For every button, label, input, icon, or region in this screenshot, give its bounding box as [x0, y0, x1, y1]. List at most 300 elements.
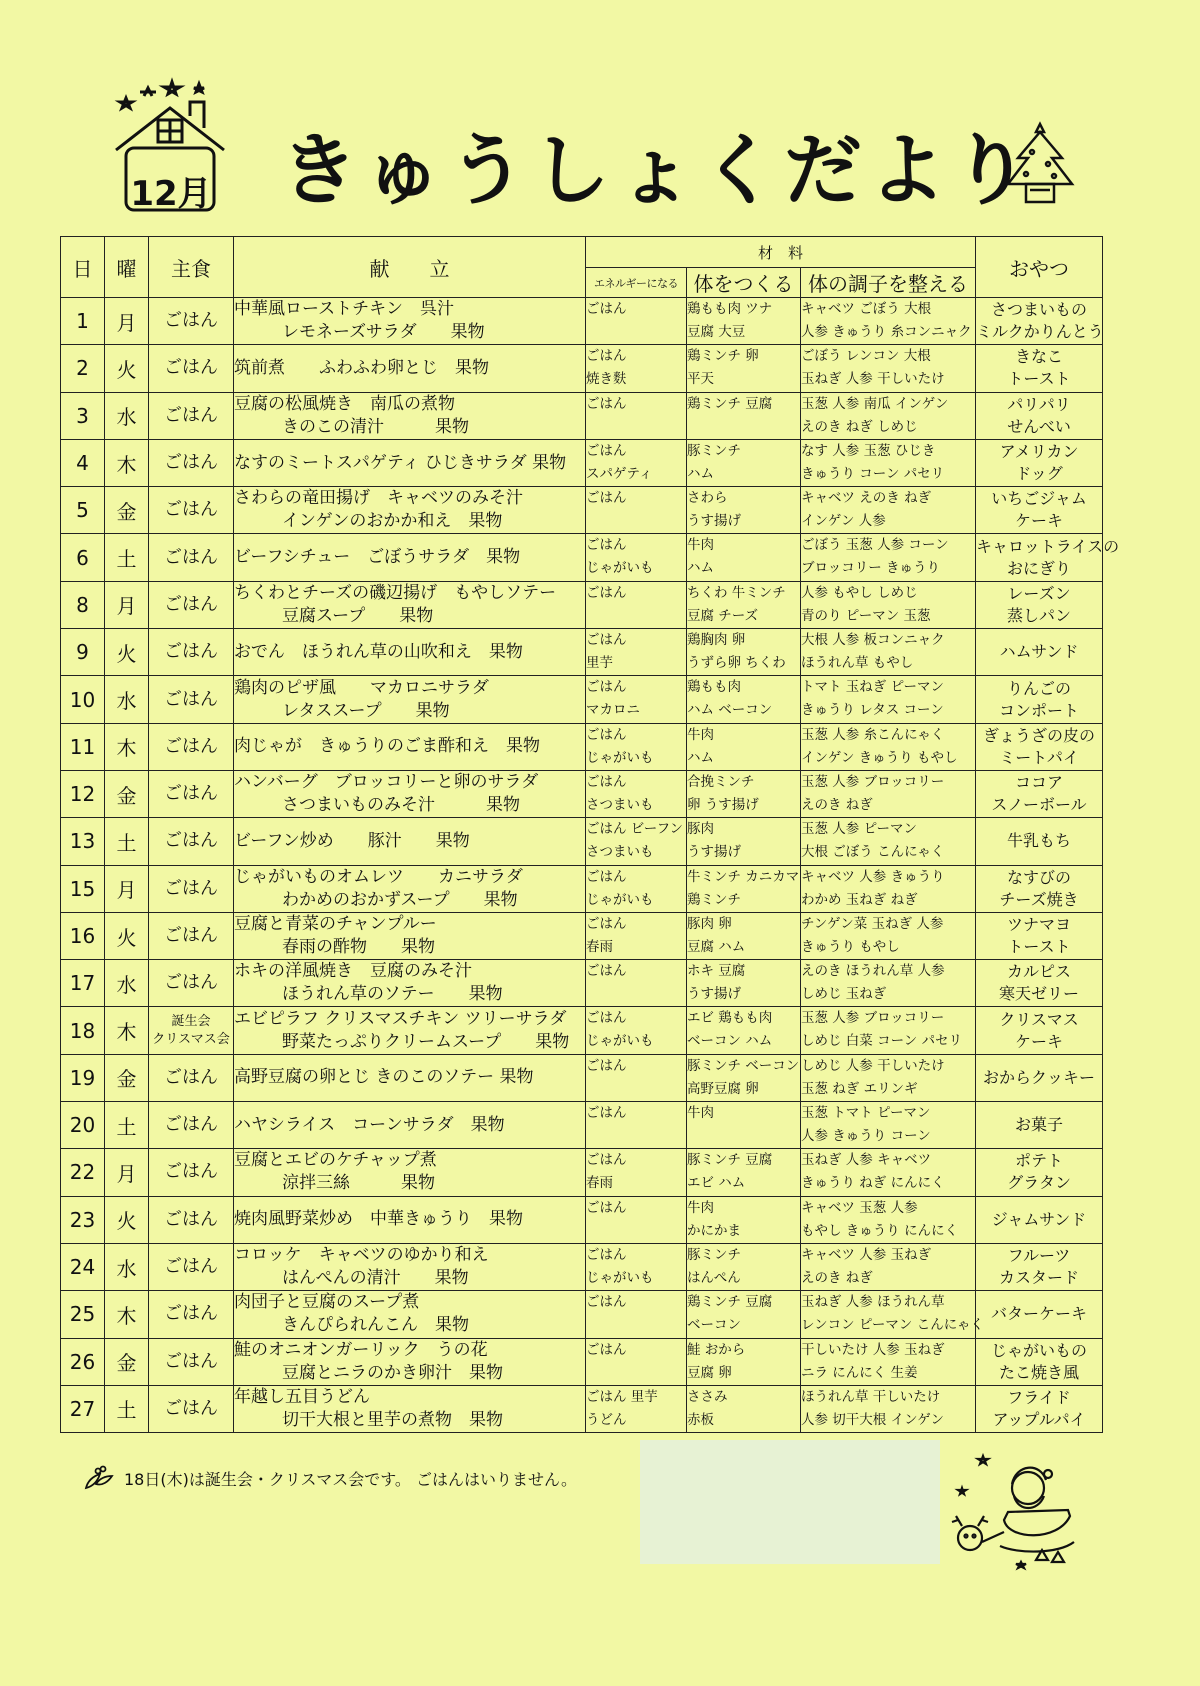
body-line: 豚ミンチ ベーコン	[687, 1057, 800, 1074]
snack-cell	[976, 487, 1103, 534]
cond-line: キャベツ 人参 きゅうり	[801, 868, 945, 885]
body-line: 鶏ミンチ 豆腐	[687, 1294, 773, 1311]
table-row	[61, 345, 1103, 392]
staple-cell	[149, 676, 234, 723]
menu-line: 年越し五目うどん	[234, 1386, 370, 1407]
footer-note	[82, 1458, 577, 1498]
staple-line: ごはん	[164, 1350, 218, 1372]
body-line: 豆腐 チーズ	[687, 607, 759, 624]
weekday-cell: 金	[105, 1338, 149, 1385]
snack-cell	[976, 770, 1103, 817]
body-line: 高野豆腐 卵	[687, 1080, 759, 1097]
snack-cell	[976, 345, 1103, 392]
table-row	[61, 581, 1103, 628]
body-cell	[687, 1054, 801, 1101]
day-cell: 4	[61, 439, 105, 486]
energy-line: 里芋	[586, 655, 613, 672]
cond-line: えのき ねぎ	[801, 1269, 873, 1286]
weekday-cell: 月	[105, 865, 149, 912]
weekday-cell: 金	[105, 770, 149, 817]
cond-line: インゲン きゅうり もやし	[801, 749, 958, 766]
energy-cell	[586, 345, 687, 392]
snack-line: キャロットライスの	[976, 536, 1120, 556]
body-line: 鶏胸肉 卵	[687, 632, 746, 649]
menu-cell	[234, 1149, 586, 1196]
day-cell: 20	[61, 1102, 105, 1149]
staple-cell	[149, 534, 234, 581]
energy-cell	[586, 534, 687, 581]
energy-line: ごはん	[586, 1199, 627, 1216]
energy-line: ごはん	[586, 1246, 627, 1263]
menu-cell	[234, 1291, 586, 1338]
condition-cell	[801, 912, 976, 959]
staple-cell	[149, 818, 234, 865]
staple-cell	[149, 345, 234, 392]
energy-cell	[586, 1054, 687, 1101]
table-row	[61, 676, 1103, 723]
menu-line: きんぴられんこん 果物	[282, 1315, 469, 1336]
cond-line: 玉ねぎ 人参 ほうれん草	[801, 1294, 945, 1311]
table-row	[61, 1054, 1103, 1101]
staple-cell	[149, 1007, 234, 1054]
snack-cell	[976, 1243, 1103, 1290]
header-ingredients: 材 料	[586, 237, 976, 268]
body-cell	[687, 487, 801, 534]
table-row	[61, 1385, 1103, 1432]
header-condition: 体の調子を整える	[801, 268, 976, 298]
cond-line: ブロッコリー きゅうり	[801, 560, 941, 577]
staple-cell	[149, 770, 234, 817]
day-cell: 10	[61, 676, 105, 723]
condition-cell	[801, 960, 976, 1007]
body-line: うす揚げ	[687, 844, 741, 861]
body-cell	[687, 392, 801, 439]
energy-cell	[586, 581, 687, 628]
snack-line: フライド	[1007, 1387, 1071, 1407]
table-row	[61, 298, 1103, 345]
body-line: 牛ミンチ カニカマ	[687, 868, 800, 885]
body-line: うずら卵 ちくわ	[687, 655, 786, 672]
weekday-cell: 月	[105, 298, 149, 345]
body-line: 卵 うす揚げ	[687, 796, 759, 813]
energy-cell	[586, 865, 687, 912]
condition-cell	[801, 1196, 976, 1243]
body-line: 鶏ミンチ 卵	[687, 348, 759, 365]
menu-line: 鮭のオニオンガーリック うの花	[234, 1339, 488, 1360]
table-row	[61, 439, 1103, 486]
snack-line: ポテト	[1015, 1151, 1064, 1171]
snack-line: おからクッキー	[983, 1067, 1096, 1087]
body-line: エビ ハム	[687, 1175, 746, 1192]
condition-cell	[801, 345, 976, 392]
menu-cell	[234, 1102, 586, 1149]
snack-cell	[976, 818, 1103, 865]
staple-cell	[149, 581, 234, 628]
cond-line: きゅうり レタス コーン	[801, 702, 944, 719]
menu-table-body	[61, 298, 1120, 1433]
cond-line: しめじ 人参 干しいたけ	[801, 1057, 945, 1074]
weekday-cell: 水	[105, 1243, 149, 1290]
weekday-cell: 月	[105, 581, 149, 628]
staple-line: クリスマス会	[152, 1031, 230, 1047]
staple-line: ごはん	[164, 783, 218, 805]
day-cell: 22	[61, 1149, 105, 1196]
staple-line: ごはん	[164, 688, 218, 710]
blank-area	[640, 1440, 940, 1564]
energy-cell	[586, 1338, 687, 1385]
day-cell: 8	[61, 581, 105, 628]
menu-cell	[234, 581, 586, 628]
energy-line: ごはん	[586, 773, 627, 790]
snack-cell	[976, 912, 1103, 959]
energy-line: ごはん ビーフン	[586, 821, 684, 838]
header-menu: 献 立	[234, 237, 586, 298]
cond-line: レンコン ピーマン こんにゃく	[801, 1317, 984, 1334]
body-line: 鶏ミンチ 豆腐	[687, 395, 773, 412]
staple-cell	[149, 1243, 234, 1290]
snack-cell	[976, 1385, 1103, 1432]
day-cell: 5	[61, 487, 105, 534]
staple-line: ごはん	[164, 830, 218, 852]
energy-line: ごはん	[586, 301, 627, 317]
snack-cell	[976, 534, 1120, 581]
cond-line: 玉葱 人参 ピーマン	[801, 821, 918, 838]
snack-line: チーズ焼き	[999, 889, 1079, 909]
page-header	[0, 0, 1200, 236]
cond-line: きゅうり もやし	[801, 938, 900, 955]
snack-line: ぎょうざの皮の	[983, 725, 1096, 745]
energy-line: ごはん	[586, 584, 627, 601]
menu-line: 切干大根と里芋の煮物 果物	[282, 1409, 503, 1430]
cond-line: 玉葱 人参 糸こんにゃく	[801, 726, 945, 743]
snack-cell	[976, 1102, 1103, 1149]
body-cell	[687, 865, 801, 912]
staple-cell	[149, 960, 234, 1007]
snack-line: グラタン	[1007, 1173, 1071, 1193]
energy-line: ごはん 里芋	[586, 1388, 658, 1405]
cond-line: 玉葱 人参 ブロッコリー	[801, 1010, 945, 1027]
cond-line: しめじ 玉ねぎ	[801, 986, 887, 1003]
table-row	[61, 1102, 1103, 1149]
body-line: ハム	[687, 560, 714, 577]
energy-cell	[586, 818, 687, 865]
day-cell: 17	[61, 960, 105, 1007]
day-cell: 19	[61, 1054, 105, 1101]
weekday-cell: 水	[105, 960, 149, 1007]
holly-icon	[82, 1462, 114, 1494]
snack-cell	[976, 1196, 1103, 1243]
menu-line: エビピラフ クリスマスチキン ツリーサラダ	[234, 1008, 567, 1029]
menu-line: きのこの清汁 果物	[282, 416, 469, 437]
body-cell	[687, 1338, 801, 1385]
snack-cell	[976, 960, 1103, 1007]
day-cell: 15	[61, 865, 105, 912]
body-line: 鶏ミンチ	[687, 891, 741, 908]
snack-line: コンポート	[999, 700, 1080, 720]
body-line: 豚ミンチ	[687, 1246, 741, 1263]
menu-table	[60, 236, 1120, 1433]
snack-cell	[976, 865, 1103, 912]
snack-line: カルピス	[1007, 962, 1072, 982]
energy-line: ごはん	[586, 632, 627, 649]
snack-line: 寒天ゼリー	[999, 984, 1080, 1004]
energy-line: ごはん	[586, 442, 627, 459]
table-row	[61, 818, 1103, 865]
menu-cell	[234, 1243, 586, 1290]
body-cell	[687, 345, 801, 392]
menu-cell	[234, 298, 586, 345]
energy-line: 焼き麩	[586, 371, 627, 388]
condition-cell	[801, 1243, 976, 1290]
cond-line: ほうれん草 もやし	[801, 655, 914, 672]
staple-line: ごはん	[164, 1256, 218, 1278]
condition-cell	[801, 770, 976, 817]
snack-cell	[976, 298, 1103, 345]
body-cell	[687, 1007, 801, 1054]
energy-cell	[586, 912, 687, 959]
table-row	[61, 1007, 1103, 1054]
body-cell	[687, 534, 801, 581]
cond-line: 玉葱 人参 南瓜 インゲン	[801, 395, 949, 412]
staple-cell	[149, 487, 234, 534]
table-row	[61, 1291, 1103, 1338]
cond-line: キャベツ ごぼう 大根	[801, 301, 932, 317]
body-line: ベーコン	[687, 1317, 741, 1334]
header-dow: 曜	[105, 237, 149, 298]
cond-line: 人参 きゅうり コーン	[801, 1128, 931, 1145]
energy-line: ごはん	[586, 1152, 627, 1169]
energy-cell	[586, 1149, 687, 1196]
cond-line: しめじ 白菜 コーン パセリ	[801, 1033, 963, 1050]
menu-line: 豆腐スープ 果物	[282, 605, 434, 626]
header-staple: 主食	[149, 237, 234, 298]
condition-cell	[801, 818, 976, 865]
body-line: 豚肉	[687, 821, 714, 838]
menu-cell	[234, 345, 586, 392]
menu-line: 肉団子と豆腐のスープ煮	[234, 1292, 420, 1313]
body-line: 豆腐 ハム	[687, 938, 746, 955]
snack-cell	[976, 392, 1103, 439]
cond-line: えのき ねぎ しめじ	[801, 418, 918, 435]
cond-line: 玉葱 ねぎ エリンギ	[801, 1080, 918, 1097]
day-cell: 1	[61, 298, 105, 345]
day-cell: 23	[61, 1196, 105, 1243]
body-cell	[687, 723, 801, 770]
cond-line: なす 人参 玉葱 ひじき	[801, 442, 936, 459]
snack-cell	[976, 1291, 1103, 1338]
staple-cell	[149, 392, 234, 439]
staple-cell	[149, 1385, 234, 1432]
cond-line: 玉葱 トマト ピーマン	[801, 1105, 931, 1122]
condition-cell	[801, 534, 976, 581]
menu-cell	[234, 439, 586, 486]
condition-cell	[801, 439, 976, 486]
snack-line: ココア	[1015, 773, 1064, 793]
snack-line: ドッグ	[1015, 464, 1063, 484]
energy-line: スパゲティ	[586, 465, 653, 482]
body-cell	[687, 298, 801, 345]
energy-cell	[586, 676, 687, 723]
cond-line: トマト 玉ねぎ ピーマン	[801, 679, 945, 696]
snack-line: ツナマヨ	[1007, 915, 1072, 934]
body-line: ささみ	[687, 1388, 728, 1405]
day-cell: 11	[61, 723, 105, 770]
energy-cell	[586, 1291, 687, 1338]
menu-line: 筑前煮 ふわふわ卵とじ 果物	[234, 357, 489, 378]
body-line: 牛肉	[687, 1199, 714, 1216]
condition-cell	[801, 723, 976, 770]
menu-line: 豆腐と青菜のチャンプルー	[234, 914, 437, 934]
weekday-cell: 火	[105, 629, 149, 676]
body-line: ちくわ 牛ミンチ	[687, 584, 786, 601]
energy-line: ごはん	[586, 726, 627, 743]
weekday-cell: 火	[105, 1196, 149, 1243]
staple-line: ごはん	[164, 641, 218, 663]
table-row	[61, 1196, 1103, 1243]
snack-line: ミートパイ	[999, 747, 1079, 767]
staple-cell	[149, 439, 234, 486]
menu-cell	[234, 818, 586, 865]
body-line: うす揚げ	[687, 986, 741, 1003]
menu-cell	[234, 1338, 586, 1385]
staple-line: ごはん	[164, 310, 218, 332]
day-cell: 3	[61, 392, 105, 439]
christmas-tree-icon	[1000, 118, 1080, 208]
energy-cell	[586, 439, 687, 486]
body-line: 豚肉 卵	[687, 915, 732, 932]
snack-cell	[976, 581, 1103, 628]
staple-line: 誕生会	[171, 1013, 211, 1029]
energy-line: ごはん	[586, 1010, 627, 1027]
weekday-cell: 土	[105, 818, 149, 865]
menu-line: わかめのおかずスープ 果物	[282, 889, 518, 910]
snack-cell	[976, 439, 1103, 486]
body-line: ハム	[687, 465, 714, 482]
energy-line: さつまいも	[586, 796, 654, 813]
body-cell	[687, 676, 801, 723]
weekday-cell: 火	[105, 345, 149, 392]
energy-cell	[586, 392, 687, 439]
cond-line: わかめ 玉ねぎ ねぎ	[801, 891, 918, 908]
staple-cell	[149, 1338, 234, 1385]
menu-cell	[234, 912, 586, 959]
cond-line: 青のり ピーマン 玉葱	[801, 607, 931, 624]
menu-line: 野菜たっぷりクリームスープ 果物	[282, 1031, 570, 1052]
staple-line: ごはん	[164, 972, 218, 994]
menu-cell	[234, 770, 586, 817]
menu-line: ちくわとチーズの磯辺揚げ もやしソテー	[234, 582, 557, 603]
cond-line: 人参 切干大根 インゲン	[801, 1411, 945, 1428]
menu-line: 豆腐とエビのケチャップ煮	[234, 1150, 437, 1171]
menu-line: 中華風ローストチキン 呉汁	[234, 299, 454, 320]
staple-cell	[149, 1149, 234, 1196]
energy-line: ごはん	[586, 1341, 627, 1358]
staple-line: ごはん	[164, 1066, 218, 1088]
body-cell	[687, 1196, 801, 1243]
body-line: 合挽ミンチ	[687, 773, 755, 790]
menu-cell	[234, 960, 586, 1007]
month-label: 12月	[130, 174, 212, 214]
condition-cell	[801, 298, 976, 345]
body-cell	[687, 912, 801, 959]
day-cell: 18	[61, 1007, 105, 1054]
snack-line: ケーキ	[1015, 1031, 1064, 1051]
menu-line: さわらの竜田揚げ キャベツのみそ汁	[234, 488, 523, 509]
cond-line: ごぼう レンコン 大根	[801, 348, 931, 365]
energy-line: ごはん	[586, 1294, 627, 1311]
body-line: かにかま	[687, 1222, 741, 1239]
header-energy: エネルギーになる	[586, 268, 687, 298]
table-row	[61, 770, 1103, 817]
cond-line: えのき ほうれん草 人参	[801, 963, 945, 980]
menu-cell	[234, 1054, 586, 1101]
body-line: ベーコン ハム	[687, 1033, 773, 1050]
body-line: 鮭 おから	[687, 1341, 746, 1358]
snack-cell	[976, 1338, 1103, 1385]
body-cell	[687, 1385, 801, 1432]
menu-cell	[234, 392, 586, 439]
header-body: 体をつくる	[687, 268, 801, 298]
energy-line: うどん	[586, 1411, 627, 1428]
weekday-cell: 土	[105, 534, 149, 581]
table-row	[61, 392, 1103, 439]
table-row	[61, 1149, 1103, 1196]
cond-line: インゲン 人参	[801, 513, 886, 530]
staple-cell	[149, 723, 234, 770]
energy-line: ごはん	[586, 395, 627, 412]
energy-line: 春雨	[586, 938, 613, 955]
energy-line: ごはん	[586, 537, 627, 554]
energy-cell	[586, 1196, 687, 1243]
snack-cell	[976, 676, 1103, 723]
staple-line: ごはん	[164, 1208, 218, 1230]
weekday-cell: 木	[105, 439, 149, 486]
staple-line: ごはん	[164, 499, 218, 521]
snack-line: いちごジャム	[991, 489, 1087, 509]
staple-cell	[149, 865, 234, 912]
menu-cell	[234, 676, 586, 723]
energy-line: ごはん	[586, 868, 627, 885]
day-cell: 13	[61, 818, 105, 865]
energy-line: ごはん	[586, 490, 627, 507]
body-line: 牛肉	[687, 1105, 714, 1122]
body-cell	[687, 581, 801, 628]
cond-line: えのき ねぎ	[801, 796, 873, 813]
snack-cell	[976, 723, 1103, 770]
menu-line: 豆腐の松風焼き 南瓜の煮物	[234, 393, 455, 414]
menu-cell	[234, 723, 586, 770]
snack-line: クリスマス	[999, 1009, 1079, 1029]
cond-line: 玉ねぎ 人参 干しいたけ	[801, 371, 945, 388]
header-snack: おやつ	[976, 237, 1103, 298]
table-row	[61, 487, 1103, 534]
energy-line: ごはん	[586, 1105, 627, 1122]
table-row	[61, 723, 1103, 770]
condition-cell	[801, 676, 976, 723]
weekday-cell: 金	[105, 487, 149, 534]
snack-line: ジャムサンド	[991, 1209, 1087, 1229]
staple-line: ごはん	[164, 735, 218, 757]
weekday-cell: 水	[105, 392, 149, 439]
menu-line: インゲンのおかか和え 果物	[282, 511, 503, 532]
body-line: 豆腐 大豆	[687, 324, 746, 340]
staple-cell	[149, 1196, 234, 1243]
menu-line: なすのミートスパゲティ ひじきサラダ 果物	[234, 452, 567, 473]
condition-cell	[801, 392, 976, 439]
energy-line: ごはん	[586, 348, 627, 365]
weekday-cell: 火	[105, 912, 149, 959]
menu-line: 高野豆腐の卵とじ きのこのソテー 果物	[234, 1067, 534, 1088]
